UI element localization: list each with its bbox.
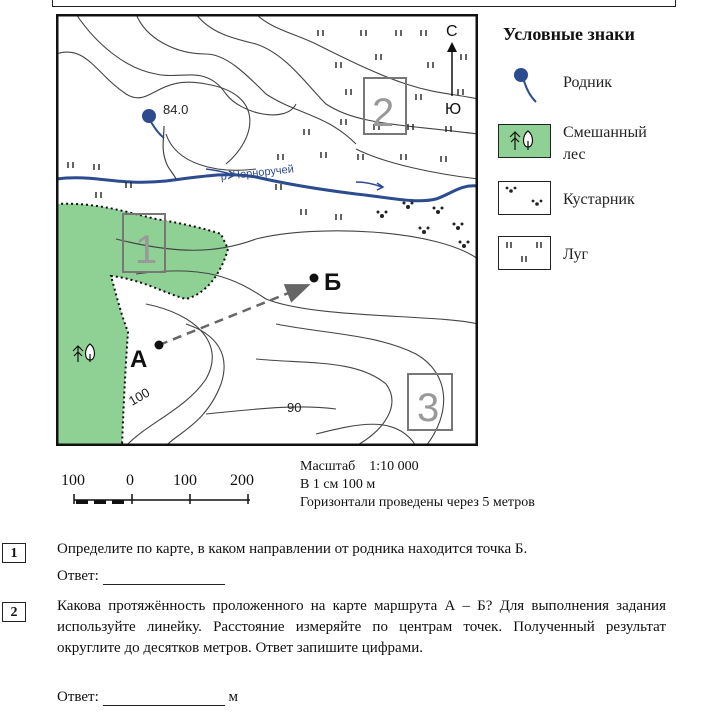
- meadow-mark: [428, 62, 433, 68]
- scale-number: 100: [61, 472, 85, 489]
- shrub-mark: [459, 241, 470, 249]
- meadow-mark: [458, 89, 463, 95]
- shrub-mark: [453, 223, 464, 231]
- point-a-marker: [155, 341, 164, 350]
- legend-swatch-forest: [498, 124, 551, 158]
- area-label-2: 2: [372, 91, 395, 135]
- meadow-mark: [461, 54, 466, 60]
- answer-row-2: [57, 689, 238, 706]
- question-number-2: 2: [2, 602, 26, 622]
- river-label: р. Черноручей: [220, 163, 295, 183]
- scale-number: 100: [173, 472, 197, 489]
- point-a-label: А: [130, 346, 148, 373]
- mixed-forest-icon: [499, 125, 549, 156]
- header-frame: [52, 0, 676, 7]
- legend-label-spring: Родник: [563, 74, 613, 91]
- scale-bar: [72, 492, 252, 506]
- meadow-mark: [346, 89, 351, 95]
- question-text-2: Какова протяжённость проложенного на карте маршрута А – Б? Для выполнения задания используйте линейку. Расстояние измеряйте по центрам точек. Полученный результат округлите до десятков метров. Ответ запишите цифрами.: [57, 598, 666, 656]
- shrub-mark: [377, 211, 388, 219]
- compass-north-label: С: [446, 23, 458, 40]
- point-b-marker: [310, 274, 319, 283]
- spring-icon: [512, 66, 542, 110]
- meadow-mark: [336, 214, 341, 220]
- scale-number: 0: [126, 472, 134, 489]
- legend-label-shrub: Кустарник: [563, 191, 635, 208]
- meadow-mark: [321, 152, 326, 158]
- answer-label: Ответ:: [57, 568, 99, 584]
- meadow-mark: [401, 154, 406, 160]
- scale-info: [300, 458, 535, 512]
- meadow-mark: [336, 62, 341, 68]
- meadow-mark: [304, 129, 309, 135]
- spring-height-label: 84.0: [163, 102, 189, 117]
- legend-label-meadow: Луг: [563, 246, 589, 263]
- legend-label-forest-line2: лес: [563, 146, 586, 163]
- meadow-mark: [396, 30, 401, 36]
- legend-swatch-meadow: [498, 236, 551, 270]
- meadow-mark: [318, 30, 323, 36]
- meadow-mark: [441, 156, 446, 162]
- meadow-mark: [68, 162, 73, 168]
- compass-south-label: Ю: [445, 101, 462, 118]
- answer-input-2[interactable]: [103, 691, 225, 706]
- answer-input-1[interactable]: [103, 570, 225, 585]
- answer-row-1: [57, 568, 225, 585]
- topographic-map: [56, 14, 478, 446]
- contour-label-100: 100: [126, 384, 153, 409]
- shrub-mark: [433, 207, 444, 215]
- meadow-mark: [421, 30, 426, 36]
- shrub-mark: [403, 202, 414, 210]
- legend-label-forest-line1: Смешанный: [563, 124, 647, 141]
- shrub-icon: [499, 182, 549, 213]
- meadow-mark: [341, 119, 346, 125]
- meadow-mark: [278, 154, 283, 160]
- question-text-1: Определите по карте, в каком направлении от родника находится точка Б.: [57, 541, 528, 557]
- answer-unit: м: [228, 689, 239, 705]
- area-label-1: 1: [135, 228, 158, 272]
- answer-label: Ответ:: [57, 689, 99, 705]
- legend-swatch-shrub: [498, 181, 551, 215]
- area-label-3: 3: [417, 386, 440, 430]
- meadow-mark: [376, 54, 381, 60]
- shrub-symbols: [377, 202, 470, 249]
- meadow-mark: [301, 209, 306, 215]
- shrub-mark: [419, 227, 430, 235]
- river: [56, 175, 478, 201]
- question-number-1: 1: [2, 543, 26, 563]
- meadow-mark: [276, 184, 281, 190]
- scale-cm-meters: В 1 см 100 м: [300, 477, 376, 492]
- compass-icon: [447, 42, 457, 96]
- meadow-mark: [416, 94, 421, 100]
- scale-contour-interval: Горизонтали проведены через 5 метров: [300, 495, 535, 510]
- meadow-mark: [94, 164, 99, 170]
- meadow-mark: [361, 30, 366, 36]
- scale-ratio: Масштаб 1:10 000: [300, 459, 419, 474]
- point-b-label: Б: [324, 269, 342, 296]
- scale-number: 200: [230, 472, 254, 489]
- spring-icon: [142, 109, 164, 138]
- meadow-mark: [358, 154, 363, 160]
- contour-label-90: 90: [287, 400, 302, 415]
- river-flow-arrow: [356, 182, 383, 190]
- legend-title: Условные знаки: [503, 24, 635, 44]
- meadow-mark: [96, 192, 101, 198]
- meadow-icon: [499, 237, 549, 268]
